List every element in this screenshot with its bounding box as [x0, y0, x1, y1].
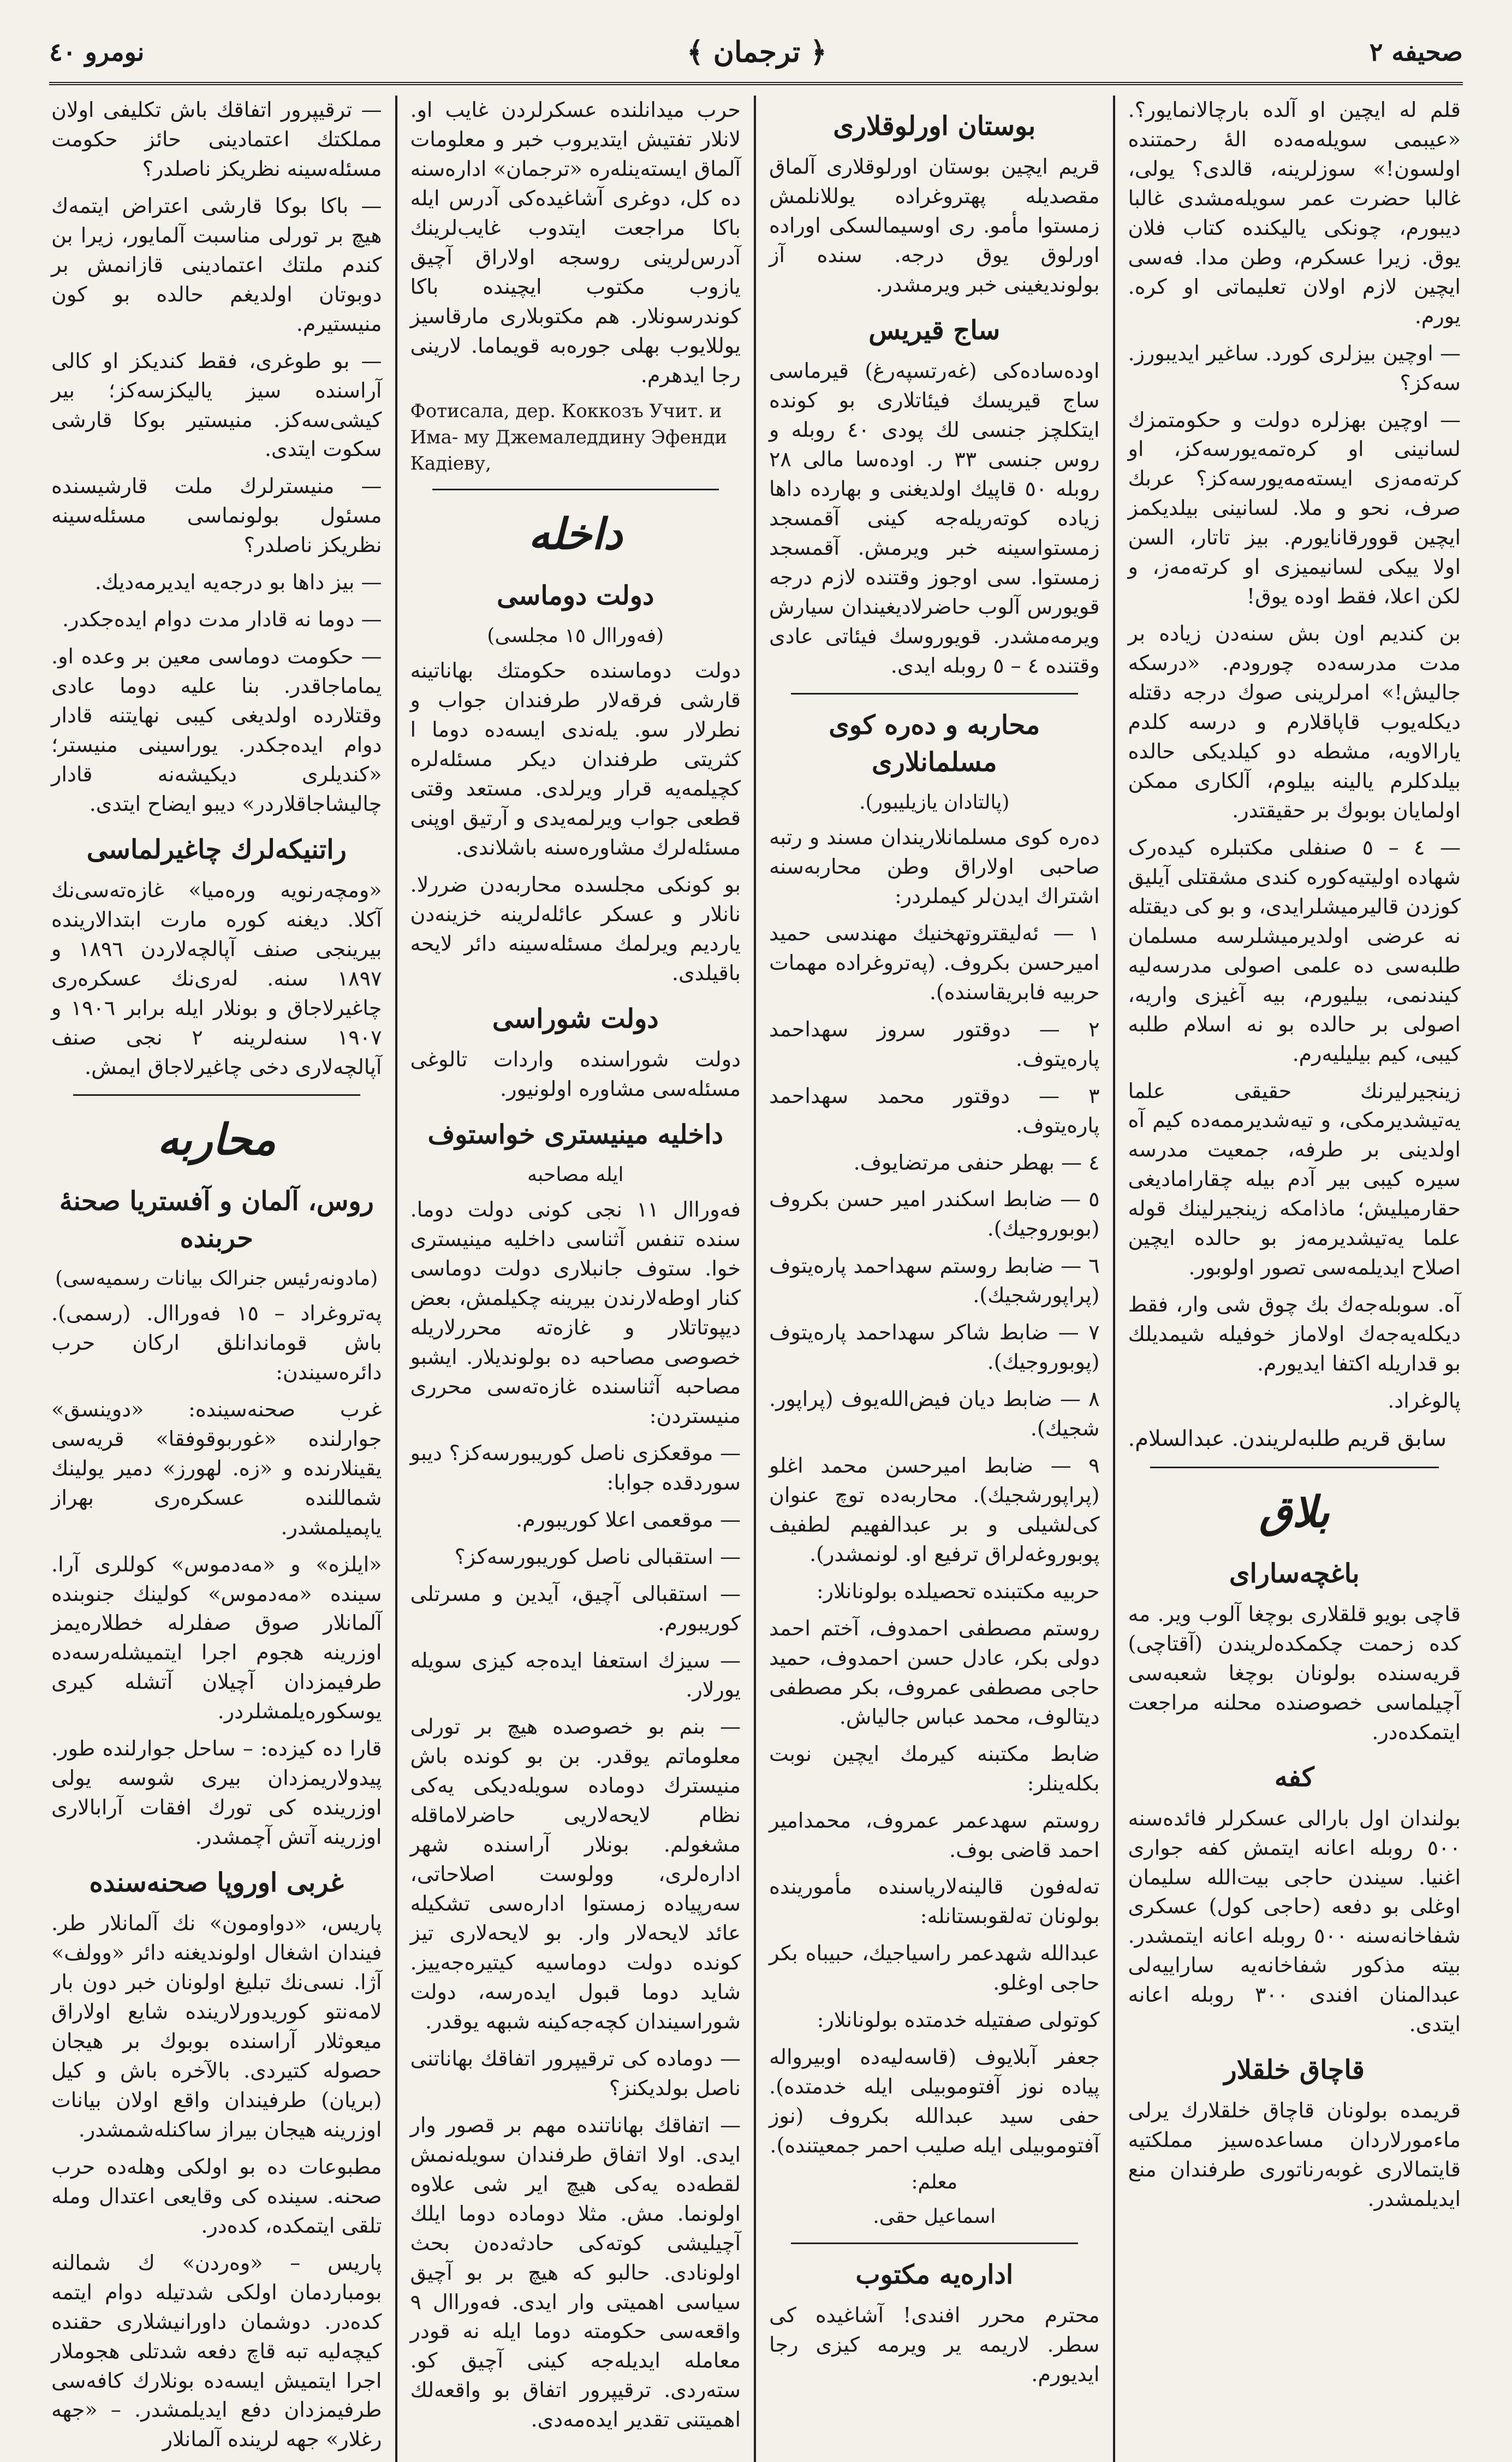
article-subtitle: (فه‌وراال ١٥ مجلسی) [487, 625, 664, 648]
list-item: ٨ — ضابط دیان فیض‌الله‌یوف (پراپور. شجیك). [769, 1387, 1100, 1441]
article-title: بوستان اورلوقلاری [833, 111, 1036, 141]
article-title: قاچاق خلقلار [1224, 2055, 1365, 2086]
article-columns [38, 96, 1474, 2452]
interview-line: — بو طوغری، فقط کندیکز او کالی آراسنده سیز یالیکزسه‌کز؛ بیر کیشی‌سه‌کز. منیستیر بوکا قارشی سکوت ایتدی. [51, 348, 382, 461]
page-header [49, 22, 1463, 85]
article-title: اداره‌یه مکتوب [855, 2259, 1014, 2291]
paragraph: — ٤ – ٥ صنفلی مکتبلره کیده‌رک شهاده‌ اولیتیه‌کوره‌ کندی مشقتلی آیلیق کوزدن قالیرمیشلرایدی، و بو کی دیقتله نه عرضی اولدیرمیشلرسه مسلمان طلبه‌سی ده علمی اصولی مدرسه‌‌لیه کیندنمی، بیلیورم، بیه‌ آغیزی واریه، اصولی بر حالده بو نه اسلام طلبه‌ کیبی، کیم بیلیلیه‌رم. [1128, 835, 1461, 1066]
paragraph: زینجیرلیرنك حقیقی علما یه‌تیشدیرمکی، و تیه‌شدیرممه‌ده کیم آه‌ اولدینی بر طرفه، جمعیت مدرسه‌ سیره‌‌ کیبی بیر آدم بیله‌ چقارامادیغی حقارمیلیش؛ ما‌ذا‌مکه زینجیرلینك قوله علما یه‌تیشدیرمه‌ز بو حالده ایچین اصلاح ایدیلمه‌سی تصور اولوبور. [1128, 1078, 1461, 1280]
interview-line: — بیز داها بو درجه‌یه ایدیرمه‌دیك. [94, 570, 382, 595]
interview-line: — موقعکزی ناصل کوریبورسه‌کز؟ دیبو سوردقده جوابا: [410, 1440, 741, 1494]
article-body: غرب صحنه‌سینده: «دوینسق» جوارلنده «غوربوقوفقا» قریه‌سی یقینلارنده و «زه. لهورز» دمیر یولینك شماللنده عسکره‌ری بهراز یاپمیلمشدر. [51, 1397, 382, 1539]
article-body: اوده‌ساده‌کی (غه‌رتسپه‌رغ) قیرماسی ساج قیریسك فیئاتلاری بو کونده ایتکلچز جنسی لك پودی ٤٠ روبله و روس جنسی ٣٣ ر. اوده‌سا مالی ٢٨ روبله ٥٠ قاپیك اولدیغنی و بهارده داها زیاده کوته‌ریله‌جه کینی آقمسجد زمستوا‌سینه خبر ویرمش. آقمسجد زمستوا. سی اوجوز وقتنده لازم درجه قویورس آلوب حاضرلادیغیندان سیارش ویرمه‌مشدر. قویوروسك فیئاتی عادی وقتنده ٤ – ٥ روبله ایدی. [769, 359, 1100, 678]
interview-line: — استقبالی ناصل کوریبورسه‌کز؟ [454, 1544, 741, 1569]
section-heading-war: محاربه [157, 1114, 276, 1165]
issue-number: نومرو ٤٠ [49, 37, 145, 67]
article-body: دولت دوماسنده حکومتك بهاناتینه قارشی فرقه‌لار طرفندان جواب و نطرلار سو. یله‌ندی ایسه‌ده دوما ا کثریتی طرفندان دیکر مسئله‌لره کچیلمه‌یه قرار ویرلدی. مستعد وقتی قطعی جواب ویرلمه‌یدی و آرتیق اوپنی مسئله‌لرك مشاوره‌سنه باشلاندی. [410, 658, 741, 860]
list-item: ٩ — ضابط امیرحسن محمد اغلو (پراپورشجیك). محاربه‌ده توچ عنوان کی‌لشیلی و بر عبدالفهیم لطفیف پوبوروغه‌لراق ترفیع او. لونمشدر). [769, 1454, 1100, 1566]
divider [432, 489, 719, 490]
list-heading: ضابط مکتبنه کیرمك ایچین نوبت بکله‌ینلر: [769, 1741, 1100, 1795]
list-item: ٧ — ضابط شاکر سهداحمد پاره‌یتوف (پوبوروجیك). [769, 1320, 1100, 1374]
article-body: فه‌وراال ١١ نجی کونی دولت دوما. سنده تنفس آثناسی داخلیه مینیستری خوا. ستوف جانبلاری دولت دوماسی کنار اوطه‌لارندن بیرینه چکیلمش، بعض دیپوتاتلار و غازه‌ته محررلاریله خصوصی مصاحبه ده بولوندیلار. ایشبو مصاحبه آثناسنده غازه‌ته‌سی محرری منیستردن: [410, 1197, 741, 1428]
list-item: ۳ — دوقتور محمد سهداحمد پاره‌یتوف. [769, 1083, 1100, 1137]
divider [791, 693, 1078, 695]
article-body: قاچی بویو قلقلاری بوچغا آلوب ویر. مه کده زحمت چکمکده‌لریندن (آقتاچی) قریه‌سنده بولونان بوچغا شعبه‌سی آچیلماسی خصوصنده محلنه مراجعت ایتمکده‌در. [1128, 1601, 1461, 1744]
interview-line: — دوماده کی ترقیپرور اتفاقك بهاناتنی ناصل بولدیکنز؟ [410, 2046, 741, 2100]
article-title: باغچه‌سارای [1229, 1558, 1360, 1589]
letter-signature: سابق قریم طلبه‌لریندن. عبدالسلام. [1128, 1426, 1447, 1451]
article-body: «ومچه‌رنویه وره‌میا» غازه‌ته‌سی‌نك آکلا. دیغنه کوره مارت ابتدالارینده بیرینجی صنف آپالچه‌لاردن ١٨٩٦ و ١٨٩٧ سنه. له‌ری‌نك عسکره‌ری چاغیرلاجاق و بونلار ایله برابر ١٩٠٦ و ١٩٠٧ سنه‌لرینه ٢ نجی صنف آپالچه‌لاری دخی چاغیرلاجاق ایمش. [51, 878, 382, 1079]
divider [1150, 1467, 1439, 1468]
list-item: ٤ — بهطر حنفی مرتضایوف. [853, 1150, 1100, 1174]
article-subtitle: (پالتادان یازیلیبور). [859, 791, 1010, 814]
interview-line: — سیزك استعفا ایده‌جه کیزی سویله‌ یورلار. [410, 1648, 741, 1702]
article-subtitle: ایله مصاحبه [527, 1164, 624, 1186]
article-title: کفه [1274, 1762, 1314, 1793]
article-body: قارا ده کیزده: – ساحل جوارلنده طور. پیدولاریمزدان بیری شوسه یولی اوزرینده کی تورك افقات آرابالاری اوزرینه آتش آچمشدر. [51, 1736, 382, 1849]
list-body: عبدالله شهدعمر راسیاجیك، حبیباه بکر حاجی اوغلو. [769, 1941, 1100, 1995]
list-item: ۱ — ئه‌لیقترو‌تهخنیك مهندسی حمید امیرحسن بکروف. (په‌تروغراده مهمات حربیه فابریقاسنده). [769, 921, 1100, 1004]
list-item: ٦ — ضابط روستم سهداحمد پاره‌یتوف (پراپورشجیك). [769, 1254, 1100, 1308]
paragraph: — اوچین بهزلره دولت و حکومتمزك لسانینی او کره‌تمه‌یورسه‌کز، او کرته‌مه‌زی ایسته‌مه‌یورسه‌کز؟ عربك صرف، نحو و ملا. لسانینی بیلدیکمز ایچین قوورقانایورم. بیز تاتار، السن اولا ییکی لسانیمیزی او کرته‌مه‌ز، و لکن اعلا، فقط اوده یوق! [1128, 407, 1461, 609]
interview-line: — استقبالی آچیق، آیدین و مسرتلی کوریبورم. [410, 1581, 741, 1635]
article-body: قریمده بولونان قاچاق خلقلارك یرلی ماءمورلاردان مساعده‌سیز مملکتیه قایتمالاری غوبه‌رناتوری طرفندان منع ایدیلمشدر. [1128, 2098, 1461, 2211]
interview-line: — ترقیپرور اتفاقك باش تکلیفی اولان مملکتك اعتمادینی حائز حکومت مسئله‌سینه نظریکز ناصلدر؟ [51, 98, 382, 181]
article-body: پاریس – «وه‌ردن» ك شمالنه بومباردمان اولکی شدتیله دوام ایتمه‌ کده‌در. دوشمان داورانیشلاری حقنده کیچه‌لیه تبه‌ قاچ دفعه شدتلی هجوملار اجرا ایتمیش ایسه‌ده بونلارك کافه‌سی طرفیمزدان دفع ایدیلمشدر. – «جهه‌ رغلار» جهه‌ لرینده آلمانلار [51, 2250, 382, 2452]
article-title: دولت شوراسی [492, 1003, 659, 1034]
article-body: پاریس، «دواومون» نك آلمانلار طر. فیندان اشغال اولوندیغنه دائر «وولف» آژا. نسی‌نك تبلیغ اولونان خبر دون بار لامه‌نتو کوریدورلارینده شایع اولاراق میعوثلار آراسنده بوبوك بر هیجان حصوله کتیردی. بالآخره باش و کیل (بریان) طرفیندان واقع اولان بیانات اوزرینه هیجان بیراز ساکنله‌شمشدر. [51, 1911, 382, 2141]
interview-line: — باکا بوکا قارشی اعتراض ایتمه‌ك هیچ بر تورلی مناسبت آلمایور، زیرا بن کندم ملتك اعتمادینی قازانمش بر دوبوتان اولدیغم حالده بو کون منیستیرم. [51, 193, 382, 336]
article-title: روس، آلمان و آفستریا صحنهٔ حربنده [59, 1185, 374, 1254]
article-title: محاربه و ده‌ره کوی مسلمانلاری [829, 709, 1040, 778]
article-body: حرب میدانلنده عسکرلردن غایب او. لانلار تفتیش ایتدیروب خبر و معلومات آلماق ایسته‌ینله‌ره «ترجمان» اداره‌سنه ده کل، دوغری آشاغیده‌کی آدرس ایله باکا مراجعت ایتدوب غایب‌لرینك آدرس‌لرینی روسجه اولاراق آچیق یازوب مکتوب ایچینده باکا کوندرسونلار. هم مکتوبلاری مارقاسیز یوللایوب بهلی جوره‌به قویماما. لارینی رجا ایدهرم. [410, 98, 741, 387]
list-heading: کو‌تولی صفتیله خدمتده بولونانلار: [817, 2008, 1100, 2032]
column-4 [38, 96, 397, 2462]
list-heading: ته‌له‌فون قالینه‌لاریاسنده مأمورینده بولونان ته‌لقوبستانله: [769, 1874, 1100, 1929]
list-body: روستم سهدعمر عمروف، محمدامیر احمد قاضی بوف. [769, 1808, 1100, 1862]
article-body: ده‌ره کوی مسلمانلاریندان مسند و رتبه صاحبی اولاراق وطن محاربه‌سنه اشتراك ایدن‌لر کیملردر: [769, 824, 1100, 908]
interview-line: — حکومت دوماسی معین بر وعده او. یماماجاقدر. بنا علیه دوما عادی وقتلارده اولدیغی کیبی نهایتنه قادار دوام ایده‌جکدر. یوراسینی منیستر؛ «کندیلری دیکیشه‌نه قادار چالیشاجاقلاردر» دیبو ایضاح ایتدی. [51, 644, 382, 816]
paragraph: قلم له ایچین او آلده بارچالانمایور؟. «عیبمی سویله‌مه‌ده الهٔ رحمتنده اولسون!» سوزلرینه، قالدی؟ یولی، غالبا حضرت عمر سویله‌مشدی غالبا دیبورم، چونکی یالیکنده کتاب فلان یوق. زیرا عسکرم، وطن مدا. فه‌سی ایچین لازم اولان تعلیماتی او کره‌. یورم. [1128, 98, 1461, 328]
column-2 [756, 96, 1115, 2462]
list-body: جعفر آبلایوف (قاسه‌لیه‌ده‌ اوبیرواله پیاده نوز آفتوموبیلی ایله خدمتده). حفی سید عبدالله بکروف (نوز آفتوموبیلی ایله صلیب احمر جمعیتنده). [769, 2045, 1100, 2158]
divider [791, 2243, 1078, 2244]
article-body: «ایلزه» و «مه‌دموس» کوللری آرا. سینده «مه‌دموس» کولینك جنوبنده آلمانلار صوق صفلرله خطلاره‌یمز اوزرینه هجوم اجرا ایتمیشله‌رسه‌ده طرفیمزدان آچیلان آتشله کیری یوسکوره‌یلمشلردر. [51, 1552, 382, 1724]
newspaper-title: ﴿ ترجمان ﴾ [687, 35, 827, 69]
list-body: روستم مصطفی احمدوف، آختم احمد دولی بکر، عادل حسن احمدوف، حمید حاجی مصطفی عمروف، بکر مصطفی دیتالوف، محمد عباس جالیاش. [769, 1616, 1100, 1729]
page-number: صحیفه ۲ [1369, 37, 1463, 67]
section-heading-domestic: داخله [528, 509, 623, 560]
address-line: Фотисала, дер. Коккозъ Учит. и Има- му Джемаледдину Эфенди Кадiеву, [410, 400, 727, 475]
paragraph: آه. سوبله‌جه‌‌ك بك چوق شی وار، فقط دیکله‌یه‌جه‌ك اولاماز خوفیله شیمدیلك بو قداریله اکتفا ایدیورم. [1128, 1292, 1461, 1376]
list-item: ۲ — دوقتور سروز سهداحمد پاره‌یتوف. [769, 1017, 1100, 1071]
paragraph: پالوغراد. [1388, 1389, 1461, 1413]
signature-label: معلم: [911, 2171, 958, 2194]
article-body: مطبوعات ده بو اولکی وهله‌ده حرب صحنه‌. سینده‌ کی وقایعی اعتدال ومله تلقی ایتمکده، کده‌در. [51, 2154, 382, 2238]
divider [73, 1094, 360, 1096]
paragraph: بن کندیم اون بش سنه‌دن زیاده بر مدت مدرسه‌ده چورودم. «درسکه جالیش!» امرلرینی صوك درجه دقتله دیکله‌یوب قاپاقلارم و درسه‌ کلدم یارالاویه، مشطه‌ دو کیلدیکی حالده بیلدکلرم یالینه بیلوم، آلکاری ممکن اولمایان بوبوك بر حقیقتدر. [1128, 621, 1461, 822]
signature: اسماعیل حقی. [873, 2205, 996, 2228]
article-body: بولندان اول بارالی عسکرلر فائده‌سنه ٥٠٠ روبله اعانه ایتمش کفه جواری اغنیا. سیندن حاجی بیت‌الله سلیمان اوغلی بو دفعه (حاجی کول) عسکری شفاخانه‌سنه ٥٠٠ روبله اعانه ایتمشدر. بیته مذکور شفاخانه‌یه ساراییه‌لی عبدالمنان افندی ٣٠٠ روبله اعانه ایتدی. [1128, 1806, 1461, 2037]
list-item: ٥ — ضابط اسکندر امیر حسن بکروف (بوبوروجیك). [769, 1187, 1100, 1241]
interview-line: — بنم بو خصوصده هیچ بر تورلی معلوماتم یوقدر. بن بو کونده باش منیسترك دوماده سویله‌دیکی یه‌کی نظام لایحه‌لاریی حاضرلاماقله مشغولم. بونلار آراسنده شهر اداره‌لری، وولوست اصلاحاتی، سه‌رپیاده زمستوا اداره‌سی تشکیله عائد لایحه‌لار وار. بو لایحه‌لاری تیز کونده دولت دوماسیه کیتیره‌جه‌ییز. شاید دوما قبول ایده‌رسه، دولت شوراسیندان کچه‌جه‌کینه شبهه یوقدر. [410, 1714, 741, 2033]
article-body: بو کونکی مجلسده محاربه‌دن ضررلا. نانلار و عسکر عائله‌لرینه خزینه‌دن یاردیم ویرلمك مسئله‌سینه دائر لایحه باقیلدی. [410, 873, 741, 985]
article-title: داخلیه مینیستری خواستوف [427, 1119, 723, 1150]
article-subtitle: (مادونه‌رئیس جنرالک بیانات رسمیه‌سی) [55, 1267, 378, 1290]
interview-line: — دوما نه قادار مدت دوام ایده‌جکدر. [62, 607, 382, 632]
list-heading: حربیه مکتبنده تحصیلده بولونانلار: [816, 1579, 1100, 1603]
article-title: غربی اوروپا صحنه‌سنده [89, 1867, 344, 1899]
section-heading-local: بلاق [1259, 1487, 1330, 1537]
paragraph: — اوچین بیزلری کورد. ساغیر ایدیبورز. سه‌کز؟ [1128, 341, 1461, 395]
article-title: ساج قیریس [868, 315, 1001, 346]
interview-line: — اتفاقك بهاناتنده مهم بر قصور وار ایدی. اولا اتفاق طرفندان سویله‌نمش لقطه‌ده یه‌کی هیچ ایر شی علاوه اولونما. مش. مثلا دوماده دوما ایلك آچیلیشی کوته‌کی حادثه‌ده‌ن بحث اولونادی. حالبو که هیچ بر بو آچیق سیاسی اهمیتی وار ایدی. فه‌وراال ٩ واقعه‌سی حکومته دوما ایله نه قودر معامله ایدیله‌جه کینی آچیق کو. سته‌ردی. ترقیپرور اتفاق بو واقعه‌لك اهمیتنی تقدیر ایده‌مه‌دی. [410, 2113, 741, 2432]
column-1 [1115, 96, 1474, 2462]
interview-line: — موقعمی اعلا کوریبورم. [516, 1507, 741, 1532]
column-3 [397, 96, 757, 2462]
article-title: دولت دوماسی [497, 580, 654, 612]
article-body: دولت شوراسنده واردات تالوغی مسئله‌سی مشاوره اولونیور. [410, 1047, 741, 1101]
article-body: په‌تروغراد – ١٥ فه‌وراال. (رسمی). باش قوماندانلق ارکان حرب دائره‌سیندن: [51, 1301, 382, 1384]
article-body: قریم ایچین بوستان اورلوقلاری آلماق مقصدیله پهتروغراده یوللانلمش زمستوا مأمو. ری اوسیمالسکی اوراده اورلوق یوق درجه. سنده آز بولوندیغینی خبر ویرمشدر. [769, 155, 1100, 296]
article-title: راتنیکه‌لرك چاغیرلماسی [86, 834, 347, 865]
interview-line: — منیسترلرك ملت قارشیسنده مسئول بولونماسی مسئله‌سینه نظریکز ناصلدر؟ [51, 474, 382, 557]
article-body: محترم محرر افندی! آشاغیده‌ کی سطر. لاریمه ‌یر ویرمه‌ کیزی رجا ایدیورم. [769, 2303, 1100, 2387]
